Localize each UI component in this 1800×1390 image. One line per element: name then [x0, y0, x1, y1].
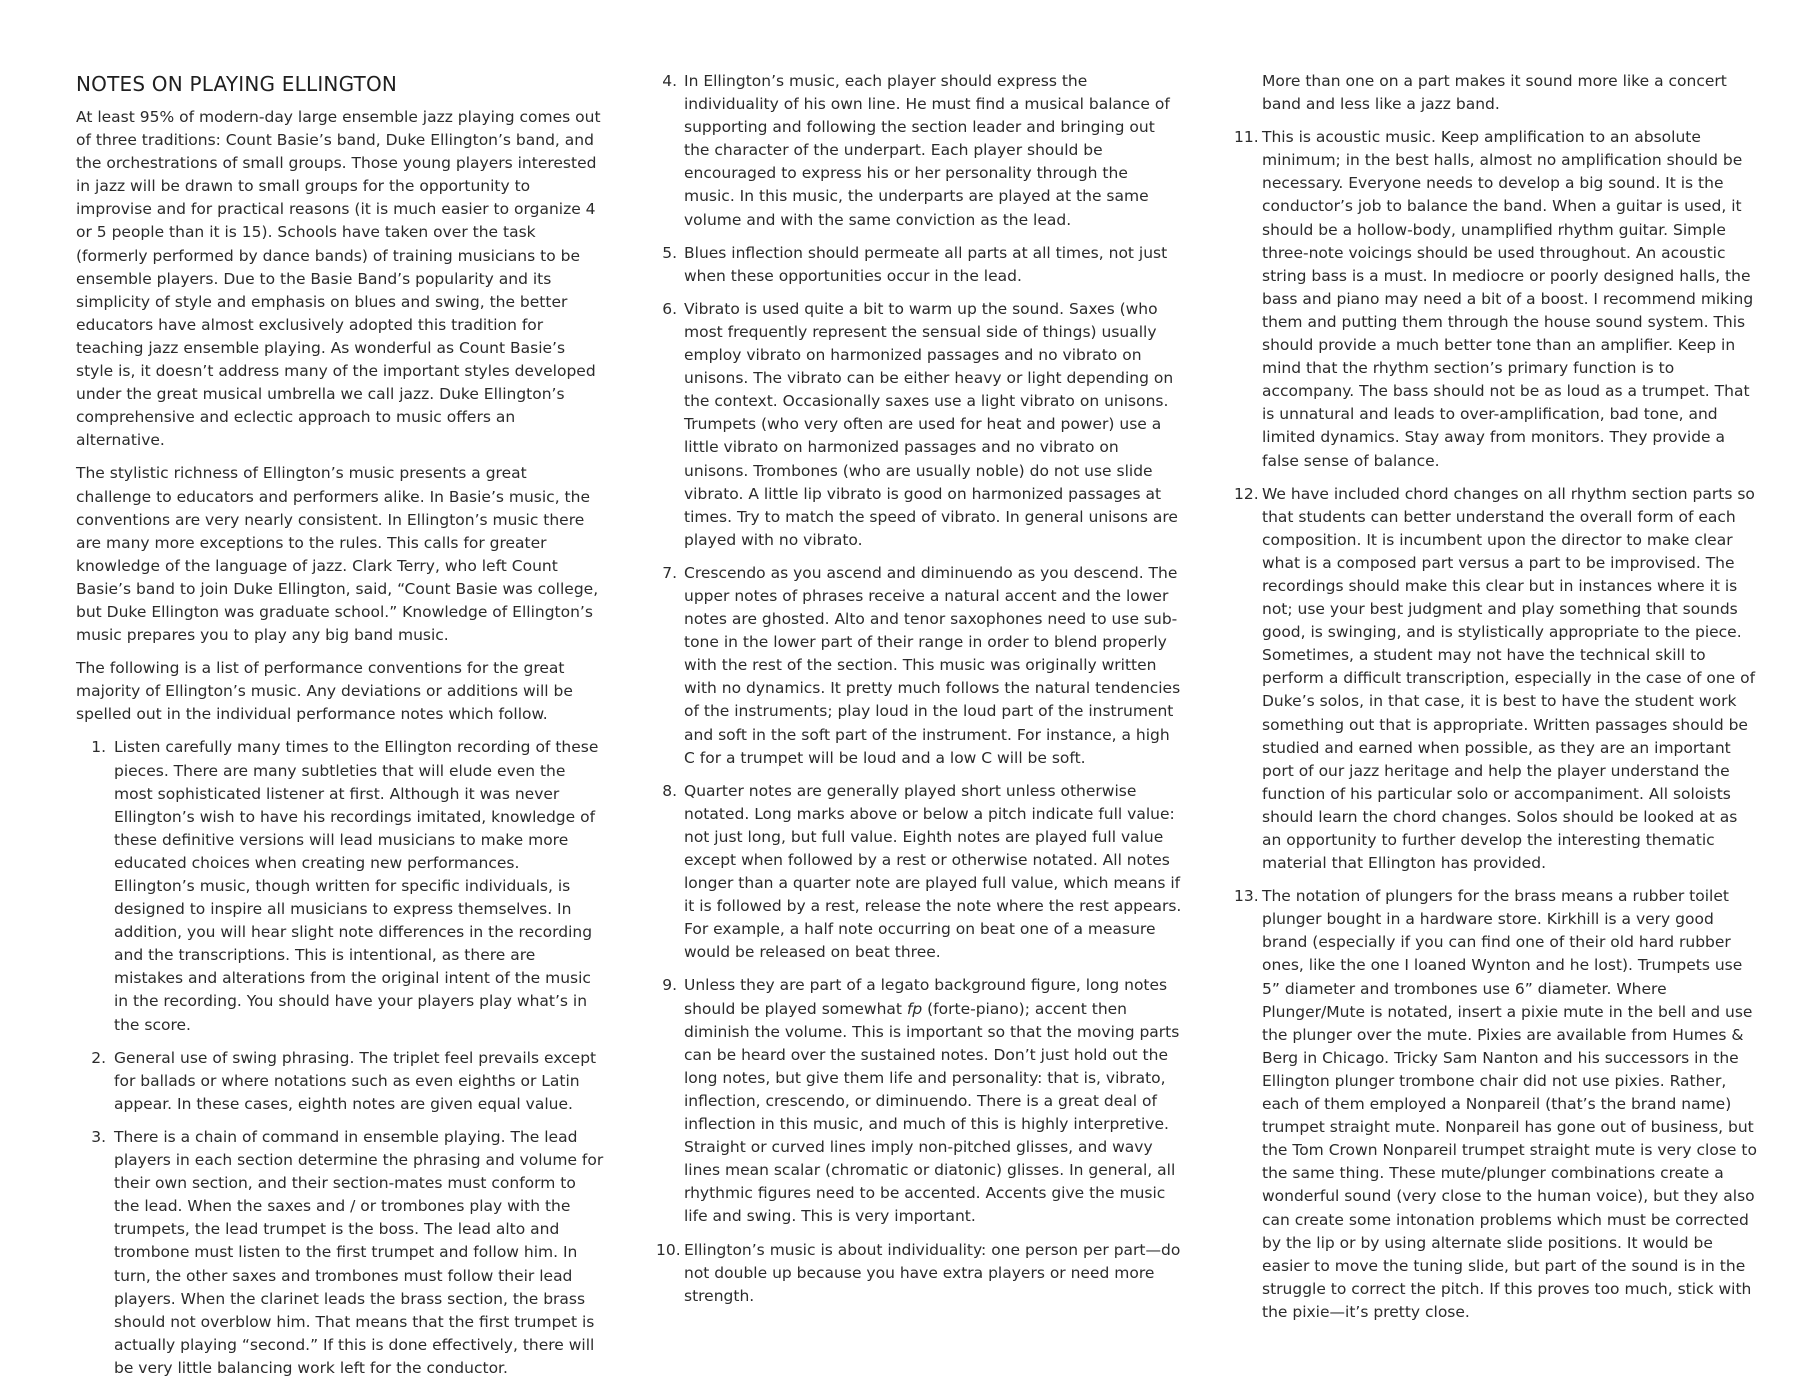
item-number: 3. — [91, 1127, 106, 1146]
item-number: 7. — [662, 563, 677, 582]
item-text: Blues inflection should permeate all parts at all times, not just when these opportunities occur in the lead. — [684, 243, 1168, 285]
intro-paragraph: The stylistic richness of Ellington’s music presents a great challenge to educators and performers alike. In Basie’s music, the conventions are very nearly consistent. In Ellington’s music there are many more exceptions to the rules. This calls for greater knowledge of the language of jazz. Clark Terry, who left Count Basie’s band to join Duke Ellington, said, “Count Basie was college, but Duke Ellington was graduate school.” Knowledge of Ellington’s music prepares you to play any big band music. — [76, 464, 599, 645]
item-text: We have included chord changes on all rhythm section parts so that students can better understand the overall form of each composition. It is incumbent upon the director to make clear what is a composed part versus a part to be improvised. The recordings should make this clear but in instances where it is not; use your best judgment and play something that sounds good, is swinging, and is stylistically appropriate to the piece. Sometimes, a student may not have the technical skill to perform a difficult transcription, especially in the case of one of Duke’s solos, in that case, it is best to have the student work something out that is appropriate. Written passages should be studied and earned when possible, as they are an important port of our jazz heritage and help the player understand the function of his particular solo or accompaniment. All soloists should learn the chord changes. Solos should be looked at as an opportunity to further develop the interesting thematic material that Ellington has provided. — [1262, 484, 1756, 873]
dynamic-marking: fp — [906, 999, 923, 1018]
intro-paragraph: At least 95% of modern-day large ensemble jazz playing comes out of three traditions: Count Basie’s band, Duke Ellington’s band, and the orchestrations of small groups. Those young players interested in jazz will be drawn to small groups for the opportunity to improvise and for practical reasons (it is much easier to organize 4 or 5 people than it is 15). Schools have taken over the task (formerly performed by dance bands) of training musicians to be ensemble players. Due to the Basie Band’s popularity and its simplicity of style and emphasis on blues and swing, the better educators have almost exclusively adopted this tradition for teaching jazz ensemble playing. As wonderful as Count Basie’s style is, it doesn’t address many of the important styles developed under the great musical umbrella we call jazz. Duke Ellington’s comprehensive and eclectic approach to music offers an alternative. — [76, 108, 601, 450]
notes-list — [76, 736, 604, 1380]
list-item — [656, 298, 1182, 552]
item-number: 4. — [662, 72, 677, 90]
item-number: 6. — [662, 299, 677, 318]
item-text: There is a chain of command in ensemble playing. The lead players in each section determine the phrasing and volume for their own section, and their section-mates must conform to the lead. When the saxes and / or trombones play with the trumpets, the lead trumpet is the boss. The lead alto and trombone must listen to the first trumpet and follow him. In turn, the other saxes and trombones must follow their lead players. When the clarinet leads the brass section, the brass should not overblow him. That means that the first trumpet is actually playing “second.” If this is done effectively, there will be very little balancing work left for the conductor. — [114, 1127, 604, 1377]
item-number: 8. — [662, 781, 677, 800]
item-text: Crescendo as you ascend and diminuendo as you descend. The upper notes of phrases receive a natural accent and the lower notes are ghosted. Alto and tenor saxophones need to use sub-tone in the lower part of their range in order to blend properly with the rest of the section. This music was originally written with no dynamics. It pretty much follows the natural tendencies of the instruments; play loud in the loud part of the instrument and soft in the soft part of the instrument. For instance, a high C for a trumpet will be loud and a low C will be soft. — [684, 563, 1181, 767]
list-item — [76, 736, 604, 1036]
item-number: 9. — [662, 976, 677, 995]
item-text: This is acoustic music. Keep amplification to an absolute minimum; in the best halls, almost no amplification should be necessary. Everyone needs to develop a big sound. It is the conductor’s job to balance the band. When a guitar is used, it should be a hollow-body, unamplified rhythm guitar. Simple three-note voicings should be used throughout. An acoustic string bass is a must. In mediocre or poorly designed halls, the bass and piano may need a bit of a boost. I recommend miking them and putting them through the house sound system. This should provide a much better tone than an amplifier. Keep in mind that the rhythm section’s primary function is to accompany. The bass should not be as loud as a trumpet. That is unnatural and leads to over-amplification, bad tone, and limited dynamics. Stay away from monitors. They provide a false sense of balance. — [1262, 128, 1754, 470]
item-text-start: Unless they are part of a legato background figure, long notes should be played somewhat — [684, 976, 1168, 1018]
item-number: 2. — [91, 1048, 106, 1067]
item-text: The notation of plungers for the brass means a rubber toilet plunger bought in a hardware store. Kirkhill is a very good brand (especially if you can find one of their old hard rubber ones, like the one I loaned Wynton and he lost). Trumpets use 5” diameter and trombones use 6” diameter. Where Plunger/Mute is notated, insert a pixie mute in the bell and use the plunger over the mute. Pixies are available from Humes & Berg in Chicago. Tricky Sam Nanton and his successors in the Ellington plunger trombone chair did not use pixies. Rather, each of them employed a Nonpareil (that’s the brand name) trumpet straight mute. Nonpareil has gone out of business, but the Tom Crown Nonpareil trumpet straight mute is very close to the same thing. These mute/plunger combinations create a wonderful sound (very close to the human voice), but they also can create some intonation problems which must be corrected by the lip or by using alternate slide positions. It would be easier to move the tuning slide, but part of the sound is in the struggle to correct the pitch. If this proves too much, stick with the pixie—it’s pretty close. — [1262, 887, 1757, 1321]
list-item — [656, 1239, 1182, 1308]
column-3 — [1234, 70, 1760, 1334]
list-item — [656, 562, 1182, 770]
list-item — [656, 974, 1182, 1228]
list-item — [656, 780, 1182, 965]
list-item — [76, 1047, 604, 1116]
item-number: 12. — [1234, 484, 1259, 503]
item-text: Ellington’s music is about individuality: one person per part—do not double up because you have extra players or need more strength. — [684, 1240, 1181, 1305]
list-item — [1234, 126, 1760, 472]
list-item — [76, 1126, 604, 1380]
list-item — [656, 70, 1182, 232]
item-text: General use of swing phrasing. The triplet feel prevails except for ballads or where notations such as even eighths or Latin appear. In these cases, eighth notes are given equal value. — [114, 1048, 597, 1113]
notes-list — [656, 70, 1182, 1308]
item-text: In Ellington’s music, each player should express the individuality of his own line. He must find a musical balance of supporting and following the section leader and bringing out the character of the underpart. Each player should be encouraged to express his or her personality through the music. In this music, the underparts are played at the same volume and with the same conviction as the lead. — [684, 72, 1170, 229]
list-item — [1234, 483, 1760, 876]
list-item — [1234, 885, 1760, 1324]
item-text: Vibrato is used quite a bit to warm up the sound. Saxes (who most frequently represent the sensual side of things) usually employ vibrato on harmonized passages and no vibrato on unisons. The vibrato can be either heavy or light depending on the context. Occasionally saxes use a light vibrato on unisons. Trumpets (who very often are used for heat and power) use a little vibrato on harmonized passages and no vibrato on unisons. Trombones (who are usually noble) do not use slide vibrato. A little lip vibrato is good on harmonized passages at times. Try to match the speed of vibrato. In general unisons are played with no vibrato. — [684, 299, 1178, 549]
notes-list — [1234, 126, 1760, 1324]
item-number: 5. — [662, 243, 677, 262]
item-text-end: (forte-piano); accent then diminish the volume. This is important so that the moving parts can be heard over the sustained notes. Don’t just hold out the long notes, but give them life and personality: that is, vibrato, inflection, crescendo, or diminuendo. There is a great deal of inflection in this music, and much of this is highly interpretive. Straight or curved lines imply non-pitched glisses, and wavy lines mean scalar (chromatic or diatonic) glisses. In general, all rhythmic figures need to be accented. Accents give the music life and swing. This is very important. — [684, 999, 1180, 1226]
item-text: Listen carefully many times to the Ellington recording of these pieces. There are many subtleties that will elude even the most sophisticated listener at first. Although it was never Ellington’s wish to have his recordings imitated, knowledge of these definitive versions will lead musicians to make more educated choices when creating new performances. Ellington’s music, though written for specific individuals, is designed to inspire all musicians to express themselves. In addition, you will hear slight note differences in the recording and the transcriptions. This is intentional, as there are mistakes and alterations from the original intent of the music in the recording. You should have your players play what’s in the score. — [114, 738, 599, 1034]
column-2 — [656, 70, 1182, 1318]
item-number: 1. — [91, 738, 106, 757]
item-number: 11. — [1234, 128, 1259, 147]
item-text: Quarter notes are generally played short unless otherwise notated. Long marks above or below a pitch indicate full value: not just long, but full value. Eighth notes are played full value except when followed by a rest or otherwise notated. All notes longer than a quarter note are played full value, which means if it is followed by a rest, release the note where the rest appears. For example, a half note occurring on beat one of a measure would be released on beat three. — [684, 781, 1182, 962]
list-item — [656, 242, 1182, 288]
item-continuation: More than one on a part makes it sound more like a concert band and less like a jazz band. — [1262, 72, 1727, 114]
column-1 — [76, 70, 604, 1390]
item-number: 10. — [656, 1240, 681, 1259]
page-title: NOTES ON PLAYING ELLINGTON — [76, 72, 398, 96]
intro-paragraph: The following is a list of performance conventions for the great majority of Ellington’s music. Any deviations or additions will be spelled out in the individual performance notes which follow. — [76, 659, 573, 724]
item-number: 13. — [1234, 887, 1259, 906]
